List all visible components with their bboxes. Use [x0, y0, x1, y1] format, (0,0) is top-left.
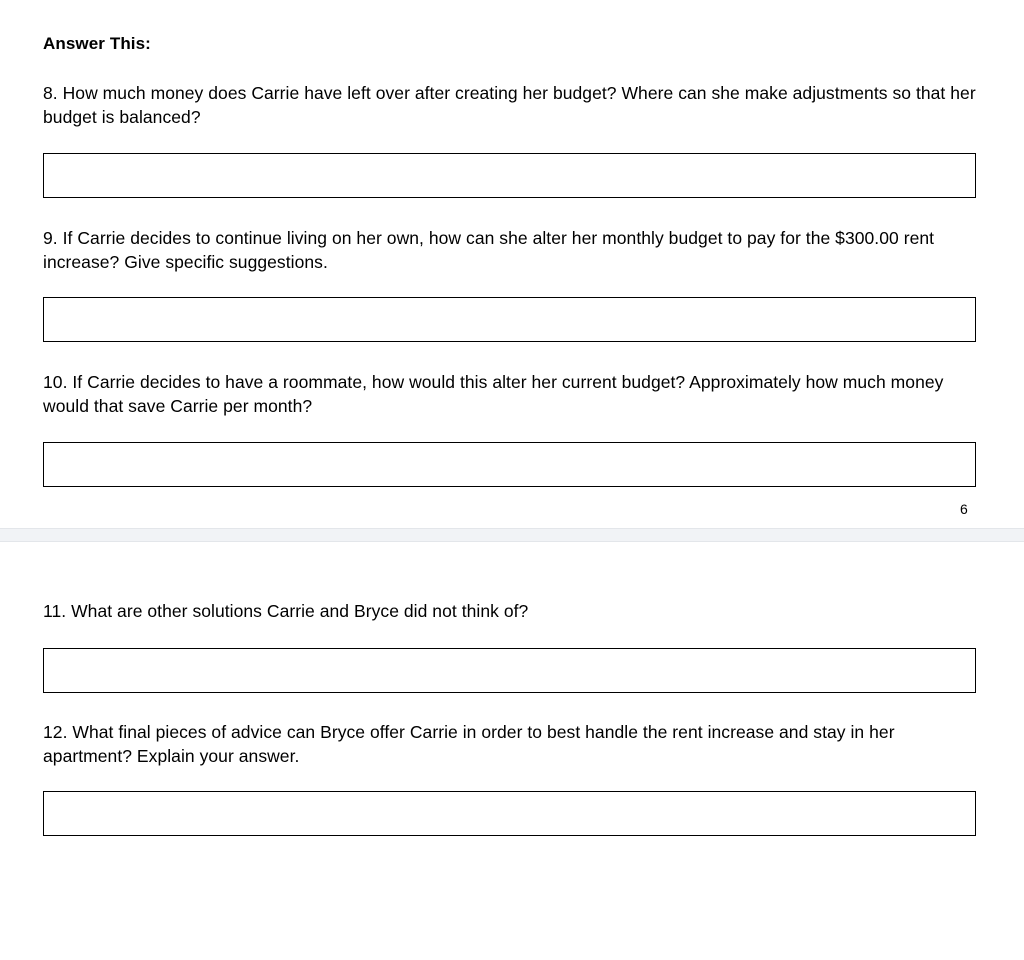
answer-box-8[interactable] [43, 153, 976, 198]
answer-box-9[interactable] [43, 297, 976, 342]
question-8: 8. How much money does Carrie have left over after creating her budget? Where can she make adjustments so that her budget is balanced? [43, 83, 976, 127]
question-9: 9. If Carrie decides to continue living on her own, how can she alter her monthly budget to pay for the $300.00 rent increase? Give specific suggestions. [43, 228, 935, 272]
question-11: 11. What are other solutions Carrie and Bryce did not think of? [43, 601, 529, 621]
section-heading: Answer This: [43, 34, 151, 53]
page-separator [0, 528, 1024, 542]
page-number: 6 [960, 501, 968, 517]
answer-box-11[interactable] [43, 648, 976, 693]
answer-box-10[interactable] [43, 442, 976, 487]
worksheet-page-2 [0, 542, 1024, 960]
answer-box-12[interactable] [43, 791, 976, 836]
question-10: 10. If Carrie decides to have a roommate, how would this alter her current budget? Approximately how much money would that save Carrie per month? [43, 372, 944, 416]
question-12: 12. What final pieces of advice can Bryce offer Carrie in order to best handle the rent increase and stay in her apartment? Explain your answer. [43, 722, 895, 766]
